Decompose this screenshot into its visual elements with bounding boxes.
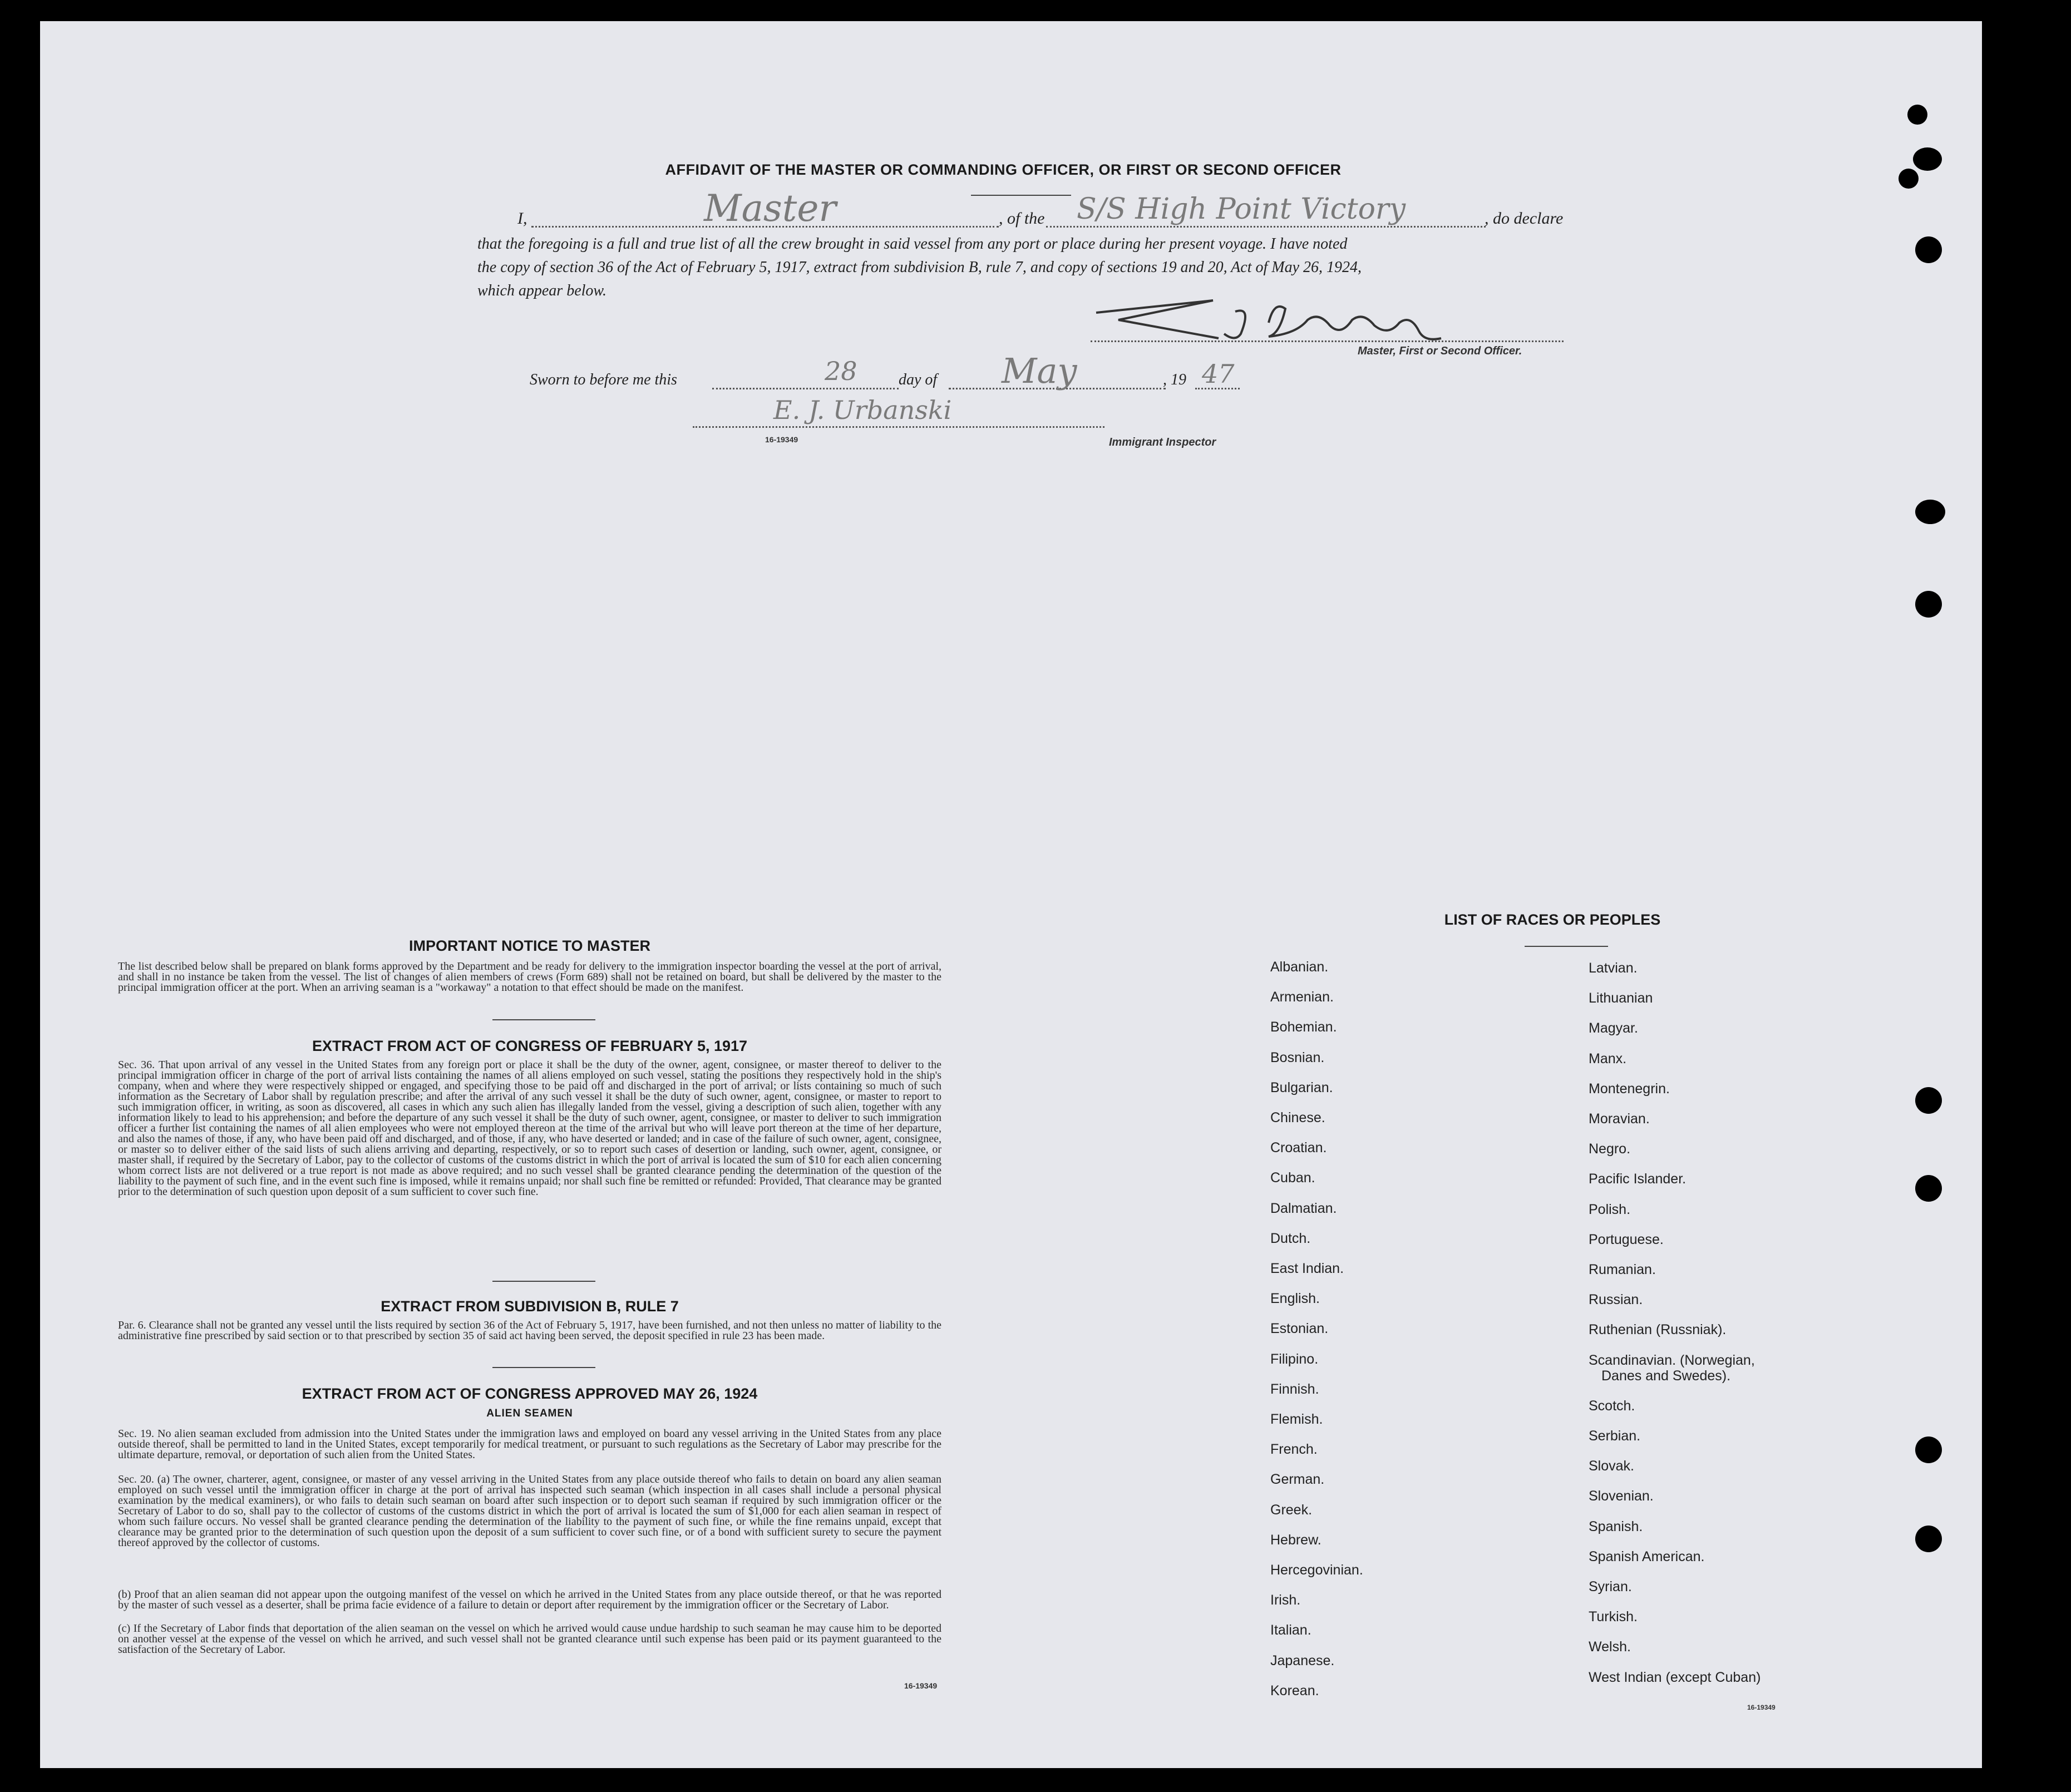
race-item: Danes and Swedes).: [1601, 1368, 1731, 1384]
sec20c-text: (c) If the Secretary of Labor finds that deportation of the alien seaman on the vessel on which he arrived would cause undue hardship to such seaman he may cause him to be deported on another vessel at the expense of the vessel on which he arrived, and such vessel shall not be granted clearance until such expense has been paid or its payment guaranteed to the satisfaction of the Secretary of Labor.: [118, 1622, 941, 1656]
handwritten-year: 47: [1202, 359, 1235, 389]
rule7-text: Par. 6. Clearance shall not be granted any vessel until the lists required by section 36 of the Act of February 5, 1917, have been furnished, and not then unless no matter of liability to the administrative fine prescribed by said section or to that prescribed by section 35 of said act having been served, the deposit specified in rule 23 has been made.: [118, 1319, 941, 1342]
race-item: Croatian.: [1270, 1140, 1327, 1156]
race-item: Negro.: [1589, 1141, 1631, 1157]
handwritten-vessel: S/S High Point Victory: [1077, 192, 1406, 226]
race-item: Bulgarian.: [1270, 1079, 1333, 1095]
race-item: Dutch.: [1270, 1230, 1311, 1246]
punch-hole: [1913, 147, 1942, 171]
do-declare-label: , do declare: [1485, 209, 1564, 228]
extract-1924-title: EXTRACT FROM ACT OF CONGRESS APPROVED MAY 26, 1924: [302, 1385, 758, 1402]
race-item: English.: [1270, 1291, 1320, 1307]
year-prefix: , 19: [1163, 371, 1186, 388]
race-item: West Indian (except Cuban): [1589, 1669, 1761, 1685]
sworn-label: Sworn to before me this: [530, 371, 677, 388]
race-item: German.: [1270, 1472, 1325, 1488]
race-item: Turkish.: [1589, 1609, 1638, 1625]
race-item: Ruthenian (Russniak).: [1589, 1322, 1727, 1338]
race-item: Welsh.: [1589, 1639, 1631, 1655]
handwritten-name: Master: [704, 187, 836, 230]
sec19-text: Sec. 19. No alien seaman excluded from admission into the United States under the immigration laws and employed on board any vessel arriving in the United States from any place outside thereof, shall be permitted to land in the United States, except temporarily for medical treatment, or pursuant to such regulations as the Secretary of Labor may prescribe for the ultimate departure, removal, or deportation of such alien from the United States.: [118, 1428, 941, 1461]
sec20a-text: Sec. 20. (a) The owner, charterer, agent, consignee, or master of any vessel arriving in the United States from any place outside thereof who fails to detain on board any alien seaman employed on such vessel until the immigration officer in charge at the port of arrival has inspected such seaman (which inspection in all cases shall include a personal physical examination by the medical examiners), or who fails to detain such seaman on board after such inspection or to deport such seaman if required by such immigration officer or the Secretary of Labor to do so, shall pay to the collector of customs of the customs district in which the port of arrival is located the sum of $1,000 for each alien seaman in respect of whom such failure occurs. No vessel shall be granted clearance pending the determination of the liability to the payment of such fine, or while the fine remains unpaid, except that clearance may be granted prior to the determination of such question upon the deposit of a sum sufficient to cover such fine, or of a bond with sufficient surety to secure the payment thereof approved by the collector of customs.: [118, 1473, 941, 1549]
divider: [492, 1019, 595, 1020]
race-item: Hercegovinian.: [1270, 1562, 1363, 1578]
extract-1917-title: EXTRACT FROM ACT OF CONGRESS OF FEBRUARY 5, 1917: [312, 1038, 748, 1054]
race-item: Moravian.: [1589, 1111, 1650, 1127]
extract-1917-text: Sec. 36. That upon arrival of any vessel in the United States from any foreign port or place it shall be the duty of the owner, agent, consignee, or master thereof to deliver to the principal immigration officer in charge of the port of arrival lists containing the names of all aliens employed on such vessel, stating the positions they respectively hold in the ship's company, when and where they were respectively shipped or engaged, and specifying those to be paid off and discharged in the port of arrival; or lists containing so much of such information as the Secretary of Labor shall by regulation prescribe; and after the arrival of any such vessel it shall be the duty of such owner, agent, consignee, or master to report to such immigration officer, in writing, as soon as discovered, all cases in which any such alien has illegally landed from the vessel, giving a description of such alien, together with any information likely to lead to his apprehension; and before the departure of any such vessel it shall be the duty of such owner, agent, consignee, or master to deliver to such immigration officer a further list containing the names of all alien employees who were not employed thereon at the time of the arrival but who will leave port thereon at the time of her departure, and also the names of those, if any, who have been paid off and discharged, and of those, if any, who have deserted or landed; and in case of the failure of such owner, agent, consignee, or master so to deliver either of the said lists of such aliens arriving and departing, respectively, or so to report such cases of desertion or landing, such owner, agent, consignee, or master shall, if required by the Secretary of Labor, pay to the collector of customs of the customs district in which the port of arrival is located the sum of $10 for each alien concerning whom correct lists are not delivered or a true report is not made as above required; and no such vessel shall be granted clearance pending the determination of the question of the liability to the payment of such fine, and in the event such fine is imposed, while it remains unpaid; nor shall such fine be remitted or refunded: Provided, That clearance may be granted prior to the determination of such question upon deposit of a sum sufficient to cover such fine.: [118, 1059, 941, 1198]
affidavit-line-1: that the foregoing is a full and true list of all the crew brought in said vessel from any port or place during her present voyage. I have noted: [477, 235, 1348, 253]
race-item: Armenian.: [1270, 989, 1334, 1005]
race-item: Pacific Islander.: [1589, 1171, 1687, 1187]
race-item: Irish.: [1270, 1592, 1301, 1608]
punch-hole: [1907, 105, 1927, 125]
of-the-label: , of the: [999, 209, 1045, 228]
punch-hole: [1915, 591, 1942, 618]
race-item: Bosnian.: [1270, 1049, 1325, 1065]
sec20b-text: (b) Proof that an alien seaman did not appear upon the outgoing manifest of the vessel on which he arrived in the United States from any place outside thereof, or that he was reported by the master of such vessel as a deserter, shall be prima facie evidence of a failure to detain or deport after requirement by the immigration officer or the Secretary of Labor.: [118, 1588, 941, 1611]
race-item: Portuguese.: [1589, 1231, 1664, 1247]
inspector-caption: Immigrant Inspector: [1109, 436, 1216, 448]
race-item: Spanish American.: [1589, 1548, 1705, 1564]
races-title: LIST OF RACES OR PEOPLES: [1444, 911, 1661, 928]
race-item: Chinese.: [1270, 1110, 1325, 1125]
form-number-races: 16-19349: [1747, 1704, 1776, 1711]
inspector-signature: E. J. Urbanski: [773, 395, 952, 425]
race-item: Italian.: [1270, 1622, 1311, 1638]
affidavit-i-label: I,: [517, 209, 527, 228]
race-item: Dalmatian.: [1270, 1200, 1337, 1216]
divider: [492, 1367, 595, 1368]
race-item: Scandinavian. (Norwegian,: [1589, 1352, 1755, 1368]
punch-hole: [1899, 169, 1919, 189]
punch-hole: [1915, 1436, 1942, 1463]
race-item: Syrian.: [1589, 1579, 1632, 1594]
alien-seamen-subtitle: ALIEN SEAMEN: [486, 1408, 573, 1419]
punch-hole: [1915, 236, 1942, 263]
race-item: Latvian.: [1589, 960, 1638, 976]
punch-hole: [1915, 500, 1945, 524]
race-item: Slovenian.: [1589, 1488, 1654, 1504]
punch-hole: [1915, 1526, 1942, 1552]
race-item: Scotch.: [1589, 1398, 1635, 1414]
divider: [492, 1281, 595, 1282]
handwritten-day: 28: [825, 356, 857, 386]
punch-hole: [1915, 1175, 1942, 1202]
race-item: East Indian.: [1270, 1261, 1344, 1276]
race-item: Russian.: [1589, 1292, 1643, 1308]
race-item: Hebrew.: [1270, 1532, 1322, 1548]
race-item: Magyar.: [1589, 1020, 1638, 1036]
race-item: Manx.: [1589, 1050, 1627, 1067]
race-item: Estonian.: [1270, 1321, 1329, 1337]
form-number: 16-19349: [765, 435, 798, 444]
rule7-title: EXTRACT FROM SUBDIVISION B, RULE 7: [381, 1298, 679, 1315]
signature-caption: Master, First or Second Officer.: [1358, 345, 1522, 357]
affidavit-line-3: which appear below.: [477, 282, 607, 299]
race-item: Slovak.: [1589, 1458, 1634, 1474]
affidavit-title: AFFIDAVIT OF THE MASTER OR COMMANDING OFFICER, OR FIRST OR SECOND OFFICER: [665, 161, 1342, 178]
race-item: Montenegrin.: [1589, 1080, 1670, 1097]
race-item: Filipino.: [1270, 1351, 1319, 1367]
race-item: Spanish.: [1589, 1518, 1643, 1534]
race-item: Finnish.: [1270, 1381, 1319, 1397]
race-item: Polish.: [1589, 1201, 1631, 1217]
race-item: Albanian.: [1270, 959, 1329, 975]
race-item: Greek.: [1270, 1502, 1313, 1518]
signature-line: [1091, 340, 1564, 342]
race-item: Flemish.: [1270, 1411, 1323, 1427]
divider: [1525, 946, 1608, 947]
divider: [971, 195, 1071, 196]
day-line: [712, 388, 899, 389]
punch-hole: [1915, 1087, 1942, 1114]
affidavit-line-2: the copy of section 36 of the Act of February 5, 1917, extract from subdivision B, rule 7, and copy of sections 19 and 20, Act of May 26, 1924,: [477, 259, 1362, 276]
day-of-label: day of: [899, 371, 938, 388]
notice-text: The list described below shall be prepared on blank forms approved by the Department and be ready for delivery to the immigration inspector boarding the vessel at the port of arrival, and shall in no instance be taken from the vessel. The list of changes of alien members of crews (Form 689) shall not be retained on board, but shall be delivered by the master to the principal immigration officer at the port. When an arriving seaman is a "workaway" a notation to that effect should be made on the manifest.: [118, 960, 941, 994]
race-item: Cuban.: [1270, 1170, 1315, 1186]
year-line: [1195, 388, 1240, 389]
scan-edge: [1984, 0, 2071, 1792]
race-item: Bohemian.: [1270, 1019, 1337, 1035]
race-item: Serbian.: [1589, 1428, 1641, 1444]
race-item: Korean.: [1270, 1682, 1319, 1699]
notice-title: IMPORTANT NOTICE TO MASTER: [409, 937, 650, 954]
race-item: French.: [1270, 1442, 1318, 1458]
race-item: Lithuanian: [1589, 990, 1653, 1006]
form-number-1924: 16-19349: [904, 1681, 938, 1690]
race-item: Japanese.: [1270, 1652, 1335, 1668]
race-item: Rumanian.: [1589, 1262, 1656, 1277]
vessel-line: [1046, 226, 1486, 228]
handwritten-month: May: [1002, 350, 1077, 391]
inspector-line: [693, 426, 1104, 428]
